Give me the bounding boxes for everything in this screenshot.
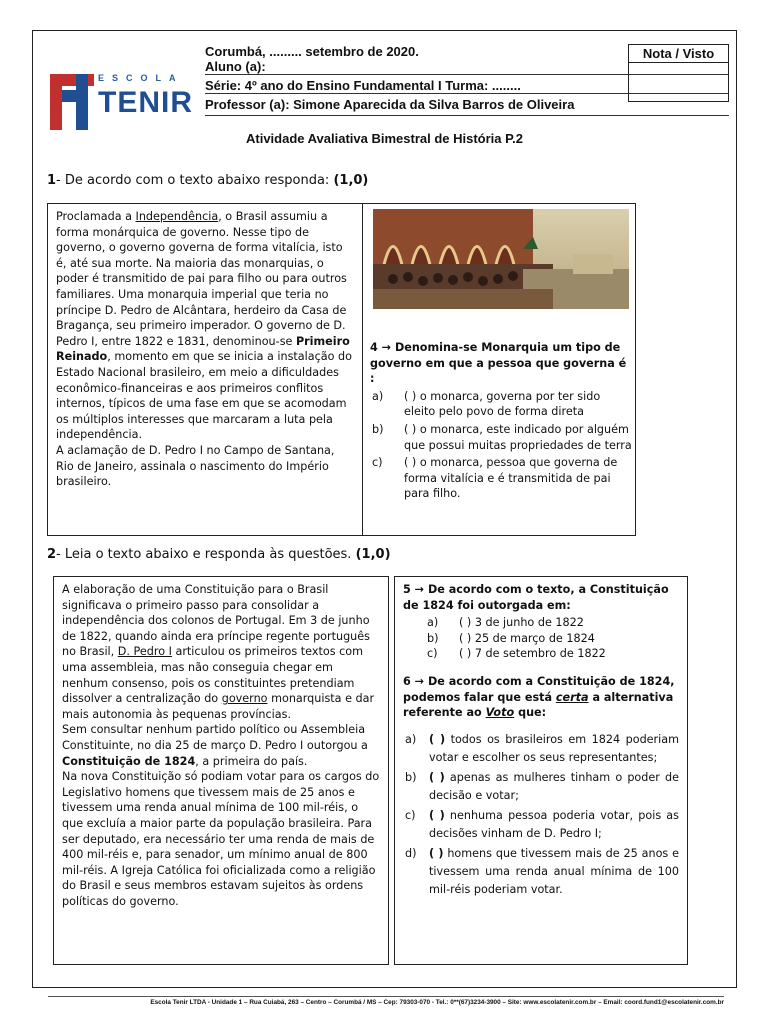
option-paren: ( ): [429, 770, 445, 784]
question-6-option-a[interactable]: [403, 731, 679, 767]
q6-heading-part: que:: [514, 706, 547, 720]
option-text: ( ) 25 de março de 1824: [459, 631, 595, 645]
primeiro-reinado-term: Primeiro Reinado: [56, 334, 350, 364]
question-6-option-b[interactable]: [403, 769, 679, 805]
question-5-option-b[interactable]: [425, 631, 679, 647]
option-letter: d): [405, 846, 417, 860]
option-paren: ( ): [429, 732, 446, 746]
option-letter: c): [405, 808, 416, 822]
question-4-option-b[interactable]: [370, 422, 632, 453]
header-teacher: Professor (a): Simone Aparecida da Silva Barros de Oliveira: [205, 97, 575, 112]
option-letter: b): [405, 770, 417, 784]
q6-heading-part: a alternativa referente ao: [403, 690, 674, 720]
question-6-option-c[interactable]: [403, 807, 679, 843]
question-4-option-a[interactable]: [370, 389, 632, 420]
question-1-heading: [47, 173, 368, 188]
question-1-text: - De acordo com o texto abaixo responda:: [56, 173, 330, 188]
header-date: Corumbá, ......... setembro de 2020.: [205, 44, 419, 59]
option-text: ( ) 7 de setembro de 1822: [459, 647, 606, 661]
q2-text-part: monarquista e dar mais autonomia às pequenas províncias.: [62, 692, 375, 721]
option-letter: b): [427, 631, 439, 645]
option-text: todos os brasileiros em 1824 poderiam votar e escolher os seus representantes;: [429, 732, 680, 764]
q2-text-part: articulou os primeiros textos com uma assembleia, mas não conseguia chegar em nenhum consenso, pois os constituintes pretendiam dissolver a centralização do: [62, 645, 363, 706]
logo-escola-text: ESCOLA: [98, 73, 184, 83]
independencia-link: Independência: [135, 210, 219, 223]
option-paren: ( ): [429, 846, 444, 860]
question-1-text-box: [47, 203, 363, 536]
constituicao-term: Constituição de 1824: [62, 754, 196, 768]
option-text: apenas as mulheres tinham o poder de decisão e votar;: [429, 770, 679, 802]
question-4-heading: 4 → Denomina-se Monarquia um tipo de governo em que a pessoa que governa é :: [370, 341, 627, 386]
option-text: nenhuma pessoa poderia votar, pois as decisões vinham de D. Pedro I;: [429, 808, 679, 840]
header-student: Aluno (a):: [205, 59, 266, 74]
q1-text-part: Proclamada a: [56, 210, 136, 223]
question-2-heading: [47, 547, 391, 562]
footer-address: Escola Tenir LTDA - Unidade 1 – Rua Cuiabá, 263 – Centro – Corumbá / MS – Cep: 79303-070 - Tel.: 0**(67)3234-3900 – Site: www.escolatenir.com.br – Email: coord.fund1@escolatenir.com.br: [150, 999, 724, 1006]
question-5-heading: 5 → De acordo com o texto, a Constituição de 1824 foi outorgada em:: [403, 583, 669, 612]
option-letter: b): [372, 422, 384, 436]
question-5-option-c[interactable]: [425, 646, 679, 662]
logo-tenir-text: TENIR: [98, 86, 193, 119]
header-grade: Série: 4º ano do Ensino Fundamental I Turma: ........: [205, 78, 521, 93]
option-letter: c): [427, 647, 438, 661]
questions-5-6-box: [394, 576, 688, 965]
question-4-option-c[interactable]: [370, 455, 632, 502]
page-title: Atividade Avaliativa Bimestral de História P.2: [246, 131, 523, 146]
q2-text-part: Sem consultar nenhum partido político ou Assembleia Constituinte, no dia 25 de março D. Pedro I outorgou a: [62, 723, 368, 752]
q1-paragraph-2: A aclamação de D. Pedro I no Campo de Santana, Rio de Janeiro, assinala o nascimento do Império brasileiro.: [56, 443, 335, 489]
question-2-text: - Leia o texto abaixo e responda às questões.: [56, 547, 352, 562]
dom-pedro-link: D. Pedro I: [117, 645, 172, 659]
option-text: ( ) 3 de junho de 1822: [459, 616, 584, 630]
option-letter: a): [427, 616, 439, 630]
q2-text-part: , a primeira do país.: [195, 754, 308, 768]
question-6-heading: [403, 674, 679, 721]
option-text: ( ) o monarca, governa por ter sido eleito pelo povo de forma direta: [404, 389, 601, 419]
q1-text-part: , o Brasil assumiu a forma monárquica de governo. Nesse tipo de governo, o governo governa de forma vitalícia, isto é, até sua morte. Na maioria das monarquias, o poder é transmitido de pai para filho ou para outros familiares. Uma monarquia imperial que teria no príncipe D. Pedro de Alcântara, herdeiro da Casa de Bragança, seu primeiro imperador. O governo de D. Pedro I, entre 1822 e 1831, denominou-se: [56, 210, 347, 348]
footer-divider: [48, 996, 724, 997]
q6-voto: Voto: [485, 706, 515, 720]
q2-paragraph-3: Na nova Constituição só podiam votar para os cargos do Legislativo homens que tivessem mais de 25 anos e tivessem uma renda anual mínima de 100 mil-réis, o que excluía a maior parte da população brasileira. Para ser deputado, era necessário ter uma renda de mais de 400 mil-réis e, para senador, um mínimo anual de 800 mil-réis. A Igreja Católica foi oficializada como a religião do Brasil e seus membros estavam sujeitos às ordens políticas do governo.: [62, 770, 380, 908]
option-letter: a): [405, 732, 417, 746]
grade-box-label: Nota / Visto: [629, 45, 728, 63]
governo-link: governo: [221, 692, 268, 706]
question-2-number: 2: [47, 547, 57, 562]
q2-text-part: A elaboração de uma Constituição para o Brasil significava o primeiro passo para consolidar a independência dos colonos de Portugal. Em 3 de junho de 1822, quando ainda era príncipe regente português no Brasil,: [62, 583, 370, 659]
grade-box: [628, 44, 729, 102]
header-divider: [205, 115, 729, 116]
question-5-option-a[interactable]: [425, 615, 679, 631]
question-6-option-d[interactable]: [403, 845, 679, 899]
q1-text-part: , momento em que se inicia a instalação do Estado Nacional brasileiro, em meio a dificuldades econômico-financeiras e aos primeiros conflitos internos, típicos de uma fase em que se acomodam os múltiplos interesses que marcaram a luta pela independência.: [56, 350, 352, 442]
question-1-score: (1,0): [333, 173, 369, 188]
option-letter: a): [372, 389, 384, 403]
option-text: homens que tivessem mais de 25 anos e tivessem uma renda anual mínima de 100 mil-réis poderiam votar.: [429, 846, 680, 896]
question-2-text-box: [53, 576, 389, 965]
question-2-score: (1,0): [355, 547, 391, 562]
option-text: ( ) o monarca, pessoa que governa de forma vitalícia e é transmitida de pai para filho.: [404, 456, 618, 501]
q6-heading-part: 6 → De acordo com a Constituição de 1824, podemos falar que está: [403, 674, 675, 704]
option-letter: c): [372, 456, 383, 470]
option-paren: ( ): [429, 808, 445, 822]
option-text: ( ) o monarca, este indicado por alguém que possui muitas propriedades de terra: [404, 422, 632, 452]
q6-certa: certa: [555, 690, 589, 704]
question-4: [370, 340, 632, 502]
question-1-number: 1: [47, 173, 57, 188]
